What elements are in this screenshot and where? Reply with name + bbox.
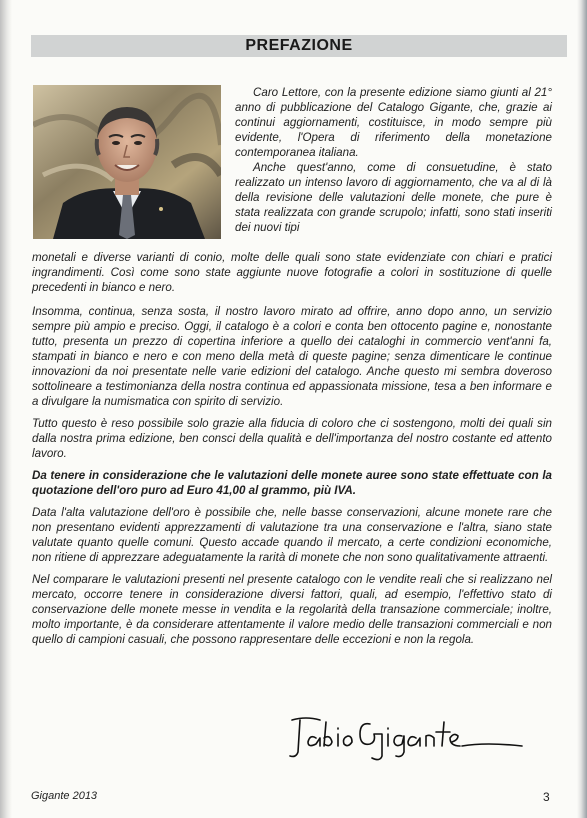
- body-text-continued: [32, 250, 552, 295]
- paragraph-greeting: Caro Lettore, con la presente edizione siamo giunti al 21° anno di pubblicazione del Catalogo Gigante, che, grazie ai continui aggiornamenti, costituisce, in modo sempre più evidente, l'Opera di riferimento della monetazione contemporanea italiana.: [235, 86, 552, 159]
- paragraph-mission: Insomma, continua, senza sosta, il nostro lavoro mirato ad offrire, anno dopo anno, un servizio sempre più ampio e preciso. Oggi, il catalogo è a colori e conta ben ottocento pagine e, nonostante tutto, presenta un prezzo di copertina inferiore a quello dei cataloghi in commercio vent'anni fa, stampati in bianco e nero e con meno della metà di queste pagine; senza dimenticare le continue innovazioni da noi presentate nelle varie edizioni del catalogo. Anche questo mi sembra doveroso sottolineare a testimonianza della nostra continua ed appassionata missione, tesa a ben informare e a divulgare la numismatica con spirito di servizio.: [32, 305, 552, 408]
- author-photo: [33, 85, 221, 239]
- paragraph-update-work: Anche quest'anno, come di consuetudine, è stato realizzato un intenso lavoro di aggiornamento, che va al di là della revisione delle valutazioni delle monete, che pure è stata realizzata con grande scrupolo; infatti, sono stati inseriti dei nuovi tipi: [235, 161, 552, 234]
- footer-edition: Gigante 2013: [31, 790, 98, 802]
- portrait-photo-icon: [33, 85, 221, 239]
- page-edge-shadow: [577, 0, 587, 818]
- body-text-main: [32, 304, 552, 647]
- page-number: 3: [543, 790, 550, 804]
- paragraph-market-comparison: Nel comparare le valutazioni presenti nel presente catalogo con le vendite reali che si realizzano nel mercato, occorre tenere in considerazione diversi fattori, quali, ad esempio, l'effettivo stato di conservazione delle monete messe in vendita e la regolarità della transazione commerciale; inoltre, molto importante, è da considerare attentamente il valore medio delle transazioni commerciali e non quello di campioni casuali, che possono rappresentare delle eccezioni e non la regola.: [32, 573, 552, 646]
- page-gutter-shadow: [0, 0, 12, 818]
- paragraph-trust: Tutto questo è reso possibile solo grazie alla fiducia di coloro che ci sostengono, molti dei quali sin dalla nostra prima edizione, ben consci della qualità e dell'importanza del nostro costante ed attento lavoro.: [32, 417, 552, 460]
- intro-text-beside-photo: [235, 85, 552, 235]
- paragraph-gold-valuation: Data l'alta valutazione dell'oro è possibile che, nelle basse conservazioni, alcune monete rare che non presentano evidenti apprezzamenti di valutazione tra una conservazione e l'altra, siano state valutate quanto quelle comuni. Questo accade quando il mercato, a certe condizioni economiche, non ritiene di apprezzare adeguatamente la rarità di monete che non sono qualitativamente attraenti.: [32, 506, 552, 564]
- paragraph-update-work-continued: monetali e diverse varianti di conio, molte delle quali sono state evidenziate con chiari e pratici ingrandimenti. Così come sono state aggiunte nuove fotografie a colori in sostituzione di quelle precedenti in bianco e nero.: [32, 251, 552, 294]
- title-bar: [31, 35, 567, 57]
- page-title: PREFAZIONE: [245, 37, 353, 54]
- author-signature: [286, 712, 526, 762]
- paragraph-gold-note: Da tenere in considerazione che le valutazioni delle monete auree sono state effettuate con la quotazione dell'oro puro ad Euro 41,00 al grammo, più IVA.: [32, 469, 552, 497]
